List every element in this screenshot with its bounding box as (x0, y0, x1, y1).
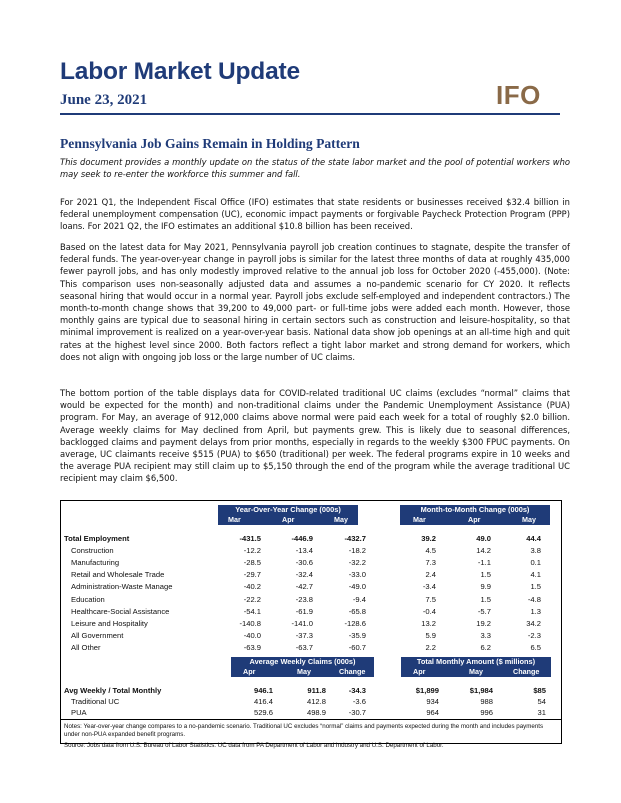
mom-value: 1.3 (530, 606, 541, 616)
mom-value: -0.4 (422, 606, 436, 616)
amount-col-apr: Apr (413, 667, 426, 676)
yoy-value: -431.5 (239, 534, 261, 543)
row-label: Traditional UC (71, 697, 120, 707)
mom-value: 1.5 (530, 582, 541, 592)
mom-value: 39.2 (421, 534, 436, 543)
yoy-value: -18.2 (348, 546, 366, 556)
yoy-value: -54.1 (243, 606, 261, 616)
yoy-col-mar: Mar (228, 515, 241, 524)
report-date: June 23, 2021 (60, 92, 148, 108)
mom-header (400, 505, 550, 525)
amount-header (401, 657, 551, 677)
yoy-value: -60.7 (348, 642, 366, 652)
yoy-value: -13.4 (295, 546, 313, 556)
yoy-value: -28.5 (243, 558, 261, 568)
claims-col-change: Change (339, 667, 366, 676)
yoy-value: -446.9 (291, 534, 313, 543)
yoy-header-label: Year-Over-Year Change (000s) (235, 505, 341, 514)
table-notes: Notes: Year-over-year change compares to a no-pandemic scenario. Traditional UC excludes “normal” claims and payments expected during the month and includes payments under non-PUA expanded benefit programs. (64, 723, 544, 738)
mom-col-may: May (522, 515, 536, 524)
claims-header (231, 657, 374, 677)
mom-value: 9.9 (480, 582, 491, 592)
mom-value: 2.2 (425, 642, 436, 652)
mom-value: 44.4 (526, 534, 541, 543)
row-label: Total Employment (64, 534, 130, 543)
mom-value: 19.2 (476, 618, 491, 628)
yoy-value: -22.2 (243, 594, 261, 604)
claims-col-may: May (297, 667, 311, 676)
mom-col-mar: Mar (413, 515, 426, 524)
mom-value: -5.7 (477, 606, 491, 616)
table-source: Source: Jobs data from U.S. Bureau of Labor Statistics. UC data from PA Department of Labor and Industry and U.S. Department of Labor. (64, 742, 444, 749)
mom-value: 0.1 (530, 558, 541, 568)
notes-divider (61, 719, 561, 720)
claims-value: 416.4 (253, 697, 273, 707)
row-label: Construction (71, 546, 114, 556)
claims-value: 946.1 (253, 686, 273, 695)
row-label: Education (71, 594, 105, 604)
mom-value: 6.5 (530, 642, 541, 652)
yoy-value: -32.4 (295, 570, 313, 580)
yoy-col-apr: Apr (282, 515, 295, 524)
amount-value: $1,899 (415, 686, 439, 695)
amount-value: 31 (537, 708, 546, 718)
claims-value: -34.3 (348, 686, 366, 695)
row-label: All Other (71, 642, 101, 652)
amount-value: $85 (533, 686, 546, 695)
row-label: Administration-Waste Manage (71, 582, 173, 592)
article-intro: This document provides a monthly update on the status of the state labor market and the pool of potential workers who may seek to re-enter the workforce this summer and fall. (60, 157, 570, 180)
row-label: Avg Weekly / Total Monthly (64, 686, 162, 695)
mom-value: 5.9 (425, 630, 436, 640)
article-heading: Pennsylvania Job Gains Remain in Holding Pattern (60, 136, 360, 151)
claims-header-label: Average Weekly Claims (000s) (249, 657, 356, 666)
yoy-value: -12.2 (243, 546, 261, 556)
header-rule (60, 113, 560, 115)
amount-value: 964 (426, 708, 439, 718)
mom-value: 14.2 (476, 546, 491, 556)
claims-col-apr: Apr (243, 667, 256, 676)
amount-col-change: Change (513, 667, 540, 676)
page-title: Labor Market Update (60, 58, 300, 85)
yoy-value: -128.6 (344, 618, 366, 628)
yoy-value: -140.8 (239, 618, 261, 628)
amount-header-label: Total Monthly Amount ($ millions) (416, 657, 536, 666)
amount-col-may: May (469, 667, 483, 676)
yoy-value: -40.2 (243, 582, 261, 592)
mom-value: 3.8 (530, 546, 541, 556)
paragraph-3: The bottom portion of the table displays data for COVID-related traditional UC claims (excludes “normal” claims that would be expected for the month) and non-traditional claims under the Pandemic Unemployment Assistance (PUA) program. For May, an average of 912,000 claims above normal were paid each week for a total of roughly $2.0 billion. Average weekly claims for May declined from April, but payments grew. This is likely due to seasonal differences, backlogged claims and payment delays from prior months, especially in regards to the weekly $300 FPUC payments. On average, UC claimants receive $515 (PUA) to $650 (traditional) per week. The federal programs expire in 10 weeks and the average PUA recipient may still claim up to $5,150 through the end of the program while the average traditional UC recipient may claim $6,500. (60, 388, 570, 484)
yoy-value: -33.0 (348, 570, 366, 580)
yoy-col-may: May (334, 515, 348, 524)
ifo-logo: IFO (496, 80, 541, 110)
row-label: Healthcare-Social Assistance (71, 606, 170, 616)
mom-value: 49.0 (476, 534, 491, 543)
yoy-value: -9.4 (352, 594, 366, 604)
yoy-value: -65.8 (348, 606, 366, 616)
yoy-value: -29.7 (243, 570, 261, 580)
mom-value: 7.5 (425, 594, 436, 604)
row-label: Retail and Wholesale Trade (71, 570, 165, 580)
yoy-value: -23.8 (295, 594, 313, 604)
claims-value: -30.7 (348, 708, 366, 718)
yoy-value: -42.7 (295, 582, 313, 592)
mom-col-apr: Apr (468, 515, 481, 524)
mom-value: -3.4 (422, 582, 436, 592)
mom-value: 1.5 (480, 594, 491, 604)
claims-value: 529.6 (253, 708, 273, 718)
data-table (60, 500, 562, 749)
claims-value: 911.8 (307, 686, 326, 695)
mom-value: 4.5 (425, 546, 436, 556)
yoy-value: -37.3 (295, 630, 313, 640)
mom-value: 13.2 (421, 618, 436, 628)
yoy-value: -63.9 (243, 642, 261, 652)
paragraph-2: Based on the latest data for May 2021, Pennsylvania payroll job creation continues to stagnate, despite the transfer of federal funds. The year-over-year change in payroll jobs is similar for the latest three months of data at roughly 435,000 fewer payroll jobs, and has only modestly improved relative to the annual job loss for October 2020 (-455,000). (Note: This comparison uses non-seasonally adjusted data and assumes a no-pandemic scenario for CY 2020. It reflects seasonal hiring that would occur in a normal year. Payroll jobs exclude self-employed and independent contractors.) The month-to-month change shows that 39,200 to 49,000 part- or full-time jobs were added each month. However, those monthly gains are typical due to seasonal hiring in certain sectors such as construction and leisure-hospitality, so that minimal improvement is realized on a year-over-year basis. National data show job openings at an all-time high and quit rates at the highest level since 2000. Both factors reflect a tight labor market and strong demand for workers, which does not align with ongoing job loss or the large number of UC claims. (60, 242, 570, 362)
row-label: Manufacturing (71, 558, 120, 568)
yoy-value: -32.2 (348, 558, 366, 568)
mom-value: -4.8 (527, 594, 541, 604)
mom-value: 2.4 (425, 570, 436, 580)
row-label: PUA (71, 708, 87, 718)
amount-value: 54 (537, 697, 546, 707)
mom-value: 6.2 (480, 642, 491, 652)
amount-value: 988 (480, 697, 493, 707)
yoy-value: -141.0 (291, 618, 313, 628)
yoy-value: -61.9 (295, 606, 313, 616)
amount-value: $1,984 (469, 686, 493, 695)
yoy-value: -432.7 (344, 534, 366, 543)
mom-value: 7.3 (425, 558, 436, 568)
amount-value: 996 (480, 708, 493, 718)
yoy-value: -35.9 (348, 630, 366, 640)
amount-value: 934 (426, 697, 439, 707)
row-label: Leisure and Hospitality (71, 618, 148, 628)
claims-value: 412.8 (306, 697, 326, 707)
mom-header-label: Month-to-Month Change (000s) (420, 505, 530, 514)
claims-value: -3.6 (352, 697, 366, 707)
mom-value: 34.2 (526, 618, 541, 628)
mom-value: -2.3 (527, 630, 541, 640)
mom-value: 4.1 (530, 570, 541, 580)
mom-value: 3.3 (480, 630, 491, 640)
row-label: All Government (71, 630, 124, 640)
mom-value: 1.5 (480, 570, 491, 580)
yoy-value: -30.6 (295, 558, 313, 568)
mom-value: -1.1 (477, 558, 491, 568)
claims-value: 498.9 (306, 708, 326, 718)
paragraph-1: For 2021 Q1, the Independent Fiscal Office (IFO) estimates that state residents or businesses received $32.4 billion in federal unemployment compensation (UC), economic impact payments or forgivable Paycheck Protection Program (PPP) loans. For 2021 Q2, the IFO estimates an additional $10.8 billion has been received. (60, 197, 570, 232)
yoy-value: -63.7 (295, 642, 313, 652)
yoy-value: -40.0 (243, 630, 261, 640)
yoy-value: -49.0 (348, 582, 366, 592)
yoy-header (218, 505, 358, 525)
